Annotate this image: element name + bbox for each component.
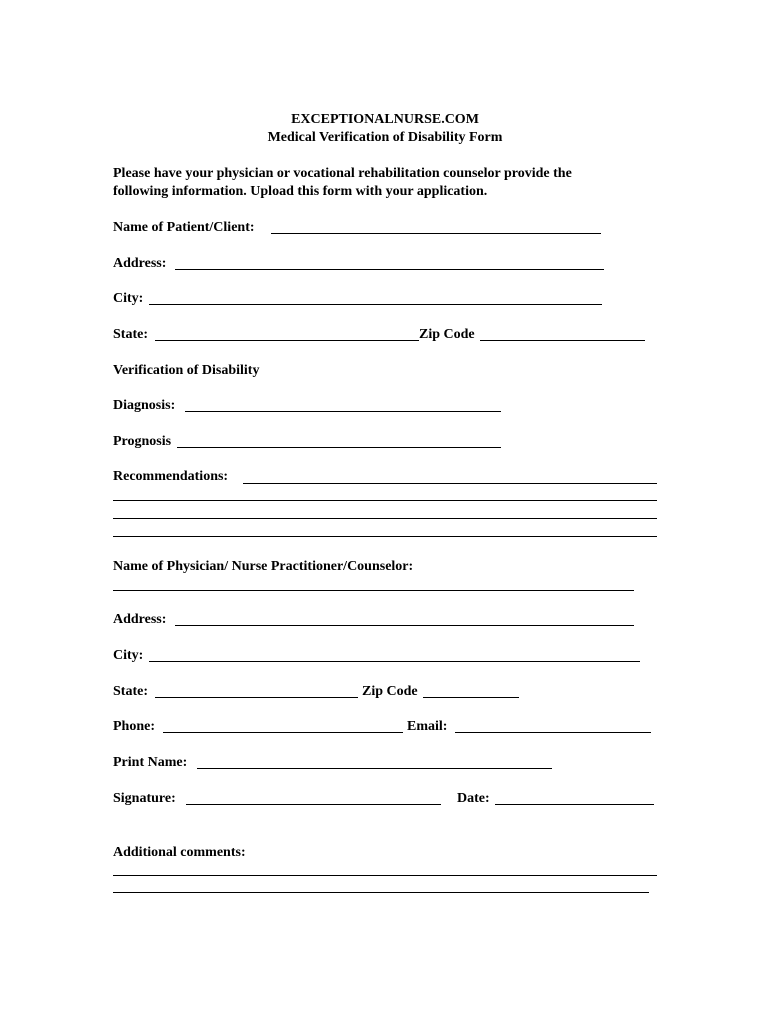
email-label: Email: <box>407 719 448 734</box>
date-label: Date: <box>457 791 490 806</box>
patient-name-field[interactable] <box>271 233 601 234</box>
recommendations-field-line-2[interactable] <box>113 500 657 501</box>
recommendations-label: Recommendations: <box>113 469 229 484</box>
signature-label: Signature: <box>113 791 176 806</box>
provider-state-label: State: <box>113 684 148 699</box>
provider-address-label: Address: <box>113 612 167 627</box>
provider-zip-field[interactable] <box>423 697 519 698</box>
patient-address-label: Address: <box>113 256 167 271</box>
additional-comments-label: Additional comments: <box>113 845 246 860</box>
verification-heading: Verification of Disability <box>113 363 260 378</box>
provider-name-label: Name of Physician/ Nurse Practitioner/Counselor: <box>113 559 414 574</box>
recommendations-field-line-3[interactable] <box>113 518 657 519</box>
provider-city-label: City: <box>113 648 144 663</box>
patient-state-label: State: <box>113 327 148 342</box>
additional-comments-line-2[interactable] <box>113 892 649 893</box>
print-name-field[interactable] <box>197 768 552 769</box>
provider-state-field[interactable] <box>155 697 358 698</box>
diagnosis-label: Diagnosis: <box>113 398 176 413</box>
prognosis-field[interactable] <box>177 447 501 448</box>
recommendations-field-line-1[interactable] <box>243 483 657 484</box>
date-field[interactable] <box>495 804 654 805</box>
patient-name-label: Name of Patient/Client: <box>113 220 255 235</box>
patient-address-field[interactable] <box>175 269 604 270</box>
patient-state-field[interactable] <box>155 340 419 341</box>
phone-label: Phone: <box>113 719 155 734</box>
patient-zip-label: Zip Code <box>419 327 475 342</box>
additional-comments-line-1[interactable] <box>113 875 657 876</box>
site-title: EXCEPTIONALNURSE.COM <box>291 112 479 127</box>
print-name-label: Print Name: <box>113 755 188 770</box>
provider-address-field[interactable] <box>175 625 634 626</box>
recommendations-field-line-4[interactable] <box>113 536 657 537</box>
form-title: Medical Verification of Disability Form <box>267 130 503 145</box>
diagnosis-field[interactable] <box>185 411 501 412</box>
provider-zip-label: Zip Code <box>362 684 418 699</box>
signature-field[interactable] <box>186 804 441 805</box>
provider-name-field[interactable] <box>113 590 634 591</box>
email-field[interactable] <box>455 732 651 733</box>
patient-city-field[interactable] <box>149 304 602 305</box>
provider-city-field[interactable] <box>149 661 640 662</box>
patient-city-label: City: <box>113 291 144 306</box>
instructions-line-1: Please have your physician or vocational rehabilitation counselor provide the <box>113 166 572 181</box>
prognosis-label: Prognosis <box>113 434 172 449</box>
phone-field[interactable] <box>163 732 403 733</box>
instructions-line-2: following information. Upload this form with your application. <box>113 184 488 199</box>
patient-zip-field[interactable] <box>480 340 645 341</box>
